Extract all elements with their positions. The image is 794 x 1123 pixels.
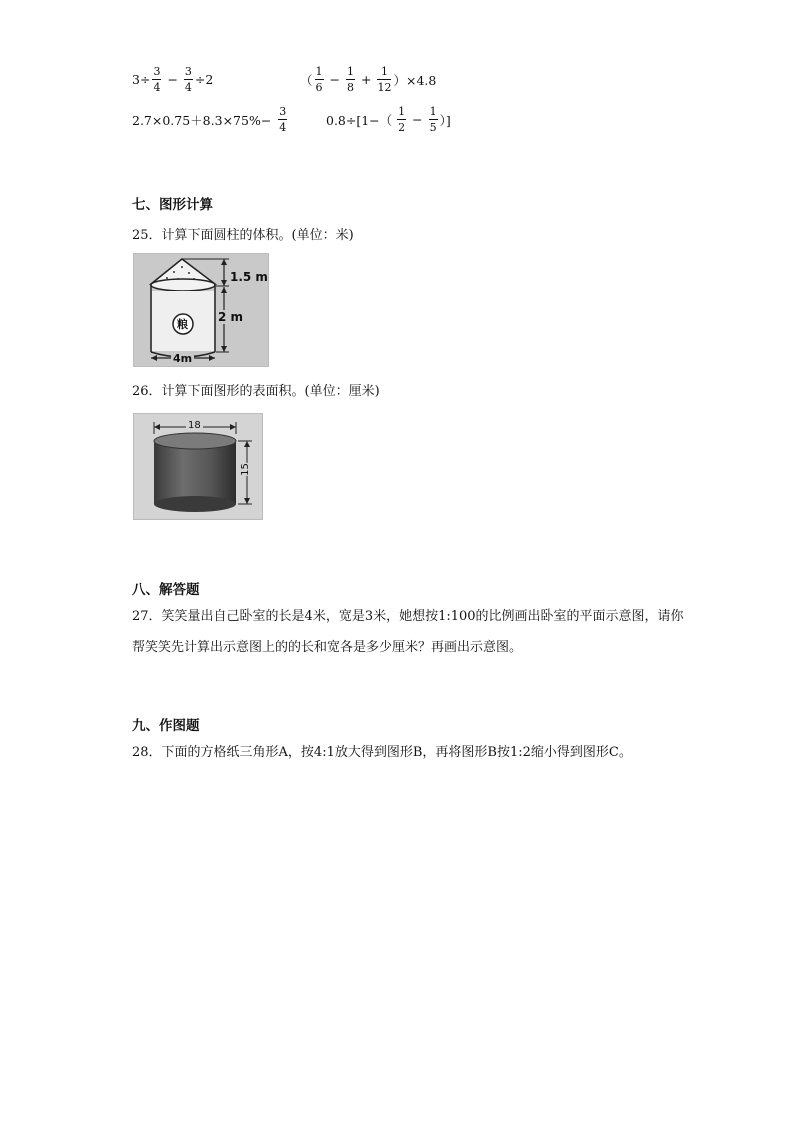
granary-label: 粮	[177, 318, 188, 331]
question-28: 28．下面的方格纸三角形A，按4:1放大得到图形B，再将图形B按1:2缩小得到图形C。	[132, 745, 632, 760]
expr-text: 3÷	[132, 72, 151, 87]
dimension-label: 1.5 m	[230, 270, 268, 284]
expression-3	[132, 106, 288, 133]
question-25: 25．计算下面圆柱的体积。(单位：米)	[132, 228, 354, 243]
expr-text: ）×4.8	[393, 72, 437, 88]
expr-text: 0.8÷[1−（	[326, 112, 393, 128]
fraction: $\frac{1}{12}$	[377, 65, 392, 94]
cylinder-figure	[133, 413, 263, 520]
operator: −	[329, 72, 340, 87]
dimension-label: 18	[188, 420, 201, 431]
expr-text: 2.7×0.75＋8.3×75%−	[132, 112, 272, 128]
expression-2	[300, 66, 436, 93]
dimension-label: 15	[239, 463, 251, 476]
fraction: $\frac{3}{4}$	[279, 105, 287, 134]
question-27: 27．笑笑量出自己卧室的长是4米，宽是3米，她想按1:100的比例画出卧室的平面示意图，请你帮笑笑先计算出示意图上的的长和宽各是多少厘米？再画出示意图。	[132, 609, 684, 655]
fraction: $\frac{1}{2}$	[398, 105, 406, 134]
fraction: $\frac{1}{8}$	[347, 65, 354, 94]
expr-text: ）]	[439, 112, 451, 128]
operator: −	[412, 112, 423, 127]
expression-4	[326, 106, 451, 133]
dimension-label: 2 m	[218, 310, 244, 324]
fraction: $\frac{1}{6}$	[315, 65, 323, 94]
expr-text: ÷2	[194, 72, 214, 87]
expression-1	[132, 66, 213, 93]
granary-figure	[133, 253, 269, 367]
expr-text: （	[300, 72, 313, 88]
section-title-8: 八、解答题	[132, 582, 200, 598]
section-title-9: 九、作图题	[132, 718, 200, 734]
section-title-7: 七、图形计算	[132, 197, 213, 213]
operator: −	[167, 72, 178, 87]
fraction: $\frac{1}{5}$	[429, 105, 437, 134]
question-26: 26．计算下面图形的表面积。(单位：厘米)	[132, 384, 380, 399]
fraction: $\frac{3}{4}$	[184, 65, 192, 94]
fraction: $\frac{3}{4}$	[153, 65, 161, 94]
operator: +	[361, 72, 372, 87]
dimension-label: 4m	[173, 352, 193, 365]
